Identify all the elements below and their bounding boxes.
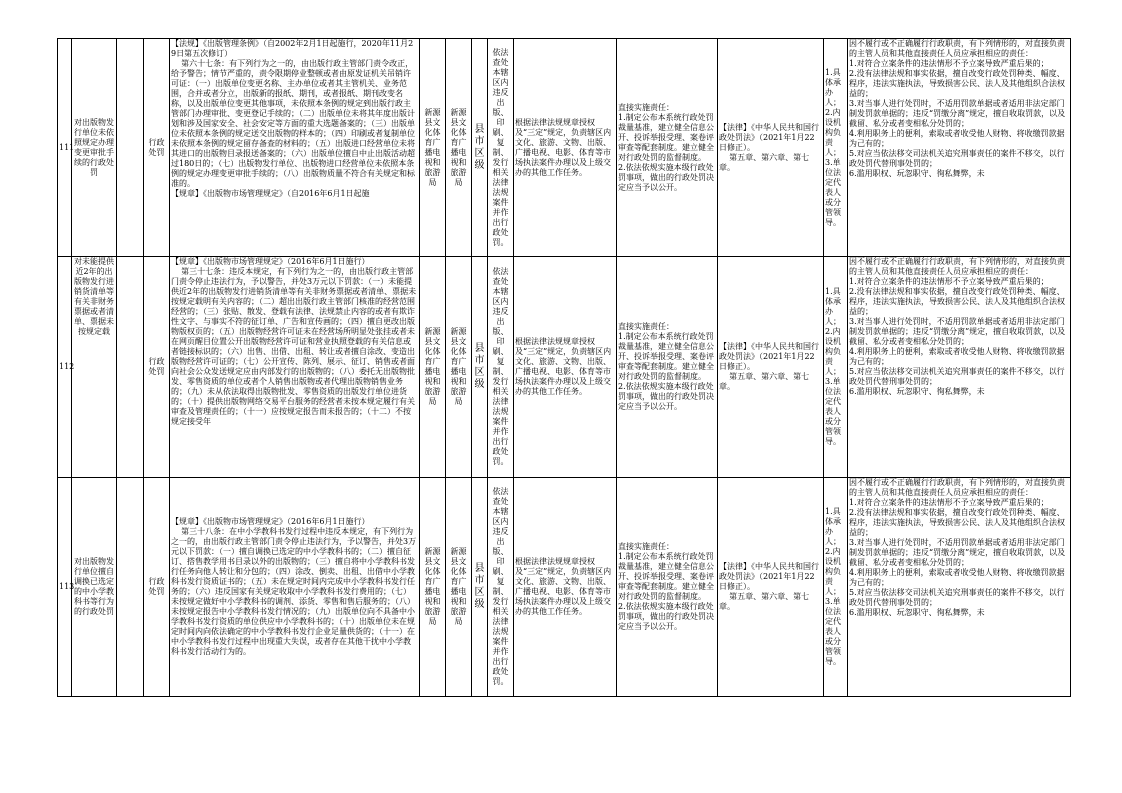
sub-item [117, 39, 144, 257]
accountability-law: 【法律】《中华人民共和国行政处罚法》（2021年1月22日修正）。 第五章、第六章、第七章。 [718, 39, 824, 257]
row-number: 112 [58, 257, 72, 478]
legal-basis: 【法规】《出版管理条例》（自2002年2月1日起施行，2020年11月29日第五次修订） 第六十七条：有下列行为之一的，由出版行政主管部门责令改正，给予警告；情节严重的，责令限期停业整顿或者由原发证机关吊销许可证：（一）出版单位变更名称、主办单位或者其主管机关、业务范围，合并或者分立，出版新的报纸、期刊，或者报纸、期刊改变名称，以及出版单位变更其他事项，未依照本条例的规定到出版行政主管部门办理审批、变更登记手续的；（二）出版单位未将其年度出版计划和涉及国家安全、社会安定等方面的重大选题备案的；（三）出版单位未依照本条例的规定送交出版物的样本的；（四）印刷或者复制单位未依照本条例的规定留存备查的材料的；（五）出版进口经营单位未将其进口的出版物目录报送备案的；（六）出版单位擅自中止出版活动超过180日的；（七）出版物发行单位、出版物进口经营单位未依照本条例的规定办理变更审批手续的；（八）出版物质量不符合有关规定和标准的。 【规章】《出版物市场管理规定》（自2016年6月1日起施 [170, 39, 420, 257]
responsible-department: 新源县文化体育广播电视和旅游局 [446, 478, 472, 697]
responsible-subject: 1.具体承办人；2.内设机构负责人；3.单位法定代表人或分管领导。 [824, 478, 848, 697]
table-row [58, 39, 1071, 257]
power-type: 行政处罚 [144, 478, 170, 697]
sub-item [117, 478, 144, 697]
duty-description: 根据法律法规规章授权及“三定”规定，负责辖区内文化、旅游、文物、出版、广播电视、电影、体育等市场执法案件办理以及上级交办的其他工作任务。 [514, 478, 617, 697]
implementing-department: 新源县文化体育广播电视和旅游局 [420, 39, 446, 257]
item-name: 对出版物发行单位未依照规定办理变更审批手续的行政处罚 [72, 39, 117, 257]
legal-basis: 【规章】《出版物市场管理规定》（2016年6月1日施行） 第三十七条：违反本规定，有下列行为之一的，由出版行政主管部门责令停止违法行为，予以警告，并处3万元以下罚款：（一）未能提供近2年的出版物发行进销货清单等有关非财务票据或者清单、票据未按规定载明有关内容的；（二）超出出版行政主管部门核准的经营范围经营的；（三）张贴、散发、登载有法律、法规禁止内容的或者有欺诈性文字、与事实不符的征订单、广告和宣传画的；（四）擅自更改出版物版权页的；（五）出版物经营许可证未在经营场所明显处张挂或者未在网页醒目位置公开出版物经营许可证和营业执照登载的有关信息或者链接标识的；（六）出售、出借、出租、转让或者擅自涂改、变造出版物经营许可证的；（七）公开宣传、陈列、展示、征订、销售或者面向社会公众发送规定应由内部发行的出版物的；（八）委托无出版物批发、零售资质的单位或者个人销售出版物或者代理出版物销售业务的；（九）未从依法取得出版物批发、零售资质的出版发行单位进货的；（十）提供出版物网络交易平台服务的经营者未按本规定履行有关审查及管理责任的；（十一）应按规定报告而未报告的；（十二）不按规定接受年 [170, 257, 420, 478]
item-name: 对未能提供近2年的出版物发行进销货清单等有关非财务票据或者清单、票据未按规定载 [72, 257, 117, 478]
responsible-department: 新源县文化体育广播电视和旅游局 [446, 39, 472, 257]
row-number: 111 [58, 39, 72, 257]
power-type: 行政处罚 [144, 257, 170, 478]
exercise-level: 县市区级 [472, 478, 488, 697]
responsible-department: 新源县文化体育广播电视和旅游局 [446, 257, 472, 478]
accountability-law: 【法律】《中华人民共和国行政处罚法》（2021年1月22日修正）。 第五章、第六章、第七章。 [718, 478, 824, 697]
implementation-responsibility: 直接实施责任： 1.制定公布本系统行政处罚裁量基准，建立健全信息公开、投诉举报受理、案卷评审查等配套制度。建立健全对行政处罚的监督制度。 2.依法依规实施本级行政处罚事项，做出的行政处罚决定应当予以公开。 [617, 478, 718, 697]
exercise-level: 县市区级 [472, 257, 488, 478]
accountability-circumstances: 因不履行或不正确履行行政职责，有下列情形的，对直接负责的主管人员和其他直接责任人员应承担相应的责任： 1.对符合立案条件的违法情形不予立案导致严重后果的； 2.没有法律法规和事实依据，擅自改变行政处罚种类、幅度、程序，违法实施执法，导致损害公民、法人及其他组织合法权益的； 3.对当事人进行处罚时，不适用罚款单据或者适用非法定部门制发罚款单据的；违反“罚缴分离”规定，擅自收取罚款，以及截留、私分或者变相私分处罚的； 4.利用职务上的便利，索取或者收受他人财物、将收缴罚款据为己有的； 5.对应当依法移交司法机关追究刑事责任的案件不移交，以行政处罚代替刑事处罚的； 6.滥用职权、玩忽职守、徇私舞弊，未 [848, 478, 1071, 697]
exercise-level: 县市区级 [472, 39, 488, 257]
power-list-table [57, 38, 1071, 697]
implementing-department: 新源县文化体育广播电视和旅游局 [420, 478, 446, 697]
table-row [58, 257, 1071, 478]
accountability-circumstances: 因不履行或不正确履行行政职责，有下列情形的，对直接负责的主管人员和其他直接责任人员应承担相应的责任： 1.对符合立案条件的违法情形不予立案导致严重后果的； 2.没有法律法规和事实依据，擅自改变行政处罚种类、幅度、程序，违法实施执法，导致损害公民、法人及其他组织合法权益的； 3.对当事人进行处罚时，不适用罚款单据或者适用非法定部门制发罚款单据的；违反“罚缴分离”规定，擅自收取罚款，以及截留、私分或者变相私分处罚的； 4.利用职务上的便利，索取或者收受他人财物、将收缴罚款据为己有的； 5.对应当依法移交司法机关追究刑事责任的案件不移交，以行政处罚代替刑事处罚的； 6.滥用职权、玩忽职守、徇私舞弊，未 [848, 257, 1071, 478]
item-name: 对出版物发行单位擅自调换已选定的中小学教科书等行为的行政处罚 [72, 478, 117, 697]
responsible-subject: 1.具体承办人；2.内设机构负责人；3.单位法定代表人或分管领导。 [824, 257, 848, 478]
table-row [58, 478, 1071, 697]
power-type: 行政处罚 [144, 39, 170, 257]
sub-item [117, 257, 144, 478]
responsible-subject: 1.具体承办人；2.内设机构负责人；3.单位法定代表人或分管领导。 [824, 39, 848, 257]
exercise-scope: 依法查处本辖区内违反出版、印刷、复制、发行相关法律法规案件并作出行政处罚。 [488, 39, 514, 257]
duty-description: 根据法律法规规章授权及“三定”规定，负责辖区内文化、旅游、文物、出版、广播电视、电影、体育等市场执法案件办理以及上级交办的其他工作任务。 [514, 39, 617, 257]
exercise-scope: 依法查处本辖区内违反出版、印刷、复制、发行相关法律法规案件并作出行政处罚。 [488, 257, 514, 478]
implementation-responsibility: 直接实施责任： 1.制定公布本系统行政处罚裁量基准，建立健全信息公开、投诉举报受理、案卷评审查等配套制度。建立健全对行政处罚的监督制度。 2.依法依规实施本级行政处罚事项，做出的行政处罚决定应当予以公开。 [617, 39, 718, 257]
accountability-circumstances: 因不履行或不正确履行行政职责，有下列情形的，对直接负责的主管人员和其他直接责任人员应承担相应的责任： 1.对符合立案条件的违法情形不予立案导致严重后果的； 2.没有法律法规和事实依据，擅自改变行政处罚种类、幅度、程序，违法实施执法，导致损害公民、法人及其他组织合法权益的； 3.对当事人进行处罚时，不适用罚款单据或者适用非法定部门制发罚款单据的；违反“罚缴分离”规定，擅自收取罚款，以及截留、私分或者变相私分处罚的； 4.利用职务上的便利，索取或者收受他人财物、将收缴罚款据为己有的； 5.对应当依法移交司法机关追究刑事责任的案件不移交，以行政处罚代替刑事处罚的； 6.滥用职权、玩忽职守、徇私舞弊，未 [848, 39, 1071, 257]
exercise-scope: 依法查处本辖区内违反出版、印刷、复制、发行相关法律法规案件并作出行政处罚。 [488, 478, 514, 697]
accountability-law: 【法律】《中华人民共和国行政处罚法》（2021年1月22日修正）。 第五章、第六章、第七章。 [718, 257, 824, 478]
implementing-department: 新源县文化体育广播电视和旅游局 [420, 257, 446, 478]
row-number: 113 [58, 478, 72, 697]
implementation-responsibility: 直接实施责任： 1.制定公布本系统行政处罚裁量基准，建立健全信息公开、投诉举报受理、案卷评审查等配套制度。建立健全对行政处罚的监督制度。 2.依法依规实施本级行政处罚事项，做出的行政处罚决定应当予以公开。 [617, 257, 718, 478]
legal-basis: 【规章】《出版物市场管理规定》（2016年6月1日施行） 第三十八条：在中小学教科书发行过程中违反本规定，有下列行为之一的，由出版行政主管部门责令停止违法行为，予以警告，并处3万元以下罚款：（一）擅自调换已选定的中小学教科书的；（二）擅自征订、搭售教学用书目录以外的出版物的；（三）擅自将中小学教科书发行任务向他人转让和分包的；（四）涂改、倒卖、出租、出借中小学教科书发行资质证书的；（五）未在规定时间内完成中小学教科书发行任务的；（六）违反国家有关规定收取中小学教科书发行费用的；（七）未按规定做好中小学教科书的调剂、添货、零售和售后服务的；（八）未按规定报告中小学教科书发行情况的；（九）出版单位向不具备中小学教科书发行资质的单位供应中小学教科书的；（十）出版单位未在规定时间内向依法确定的中小学教科书发行企业足量供货的；（十一）在中小学教科书发行过程中出现重大失误，或者存在其他干扰中小学教科书发行活动行为的。 [170, 478, 420, 697]
duty-description: 根据法律法规规章授权及“三定”规定，负责辖区内文化、旅游、文物、出版、广播电视、电影、体育等市场执法案件办理以及上级交办的其他工作任务。 [514, 257, 617, 478]
